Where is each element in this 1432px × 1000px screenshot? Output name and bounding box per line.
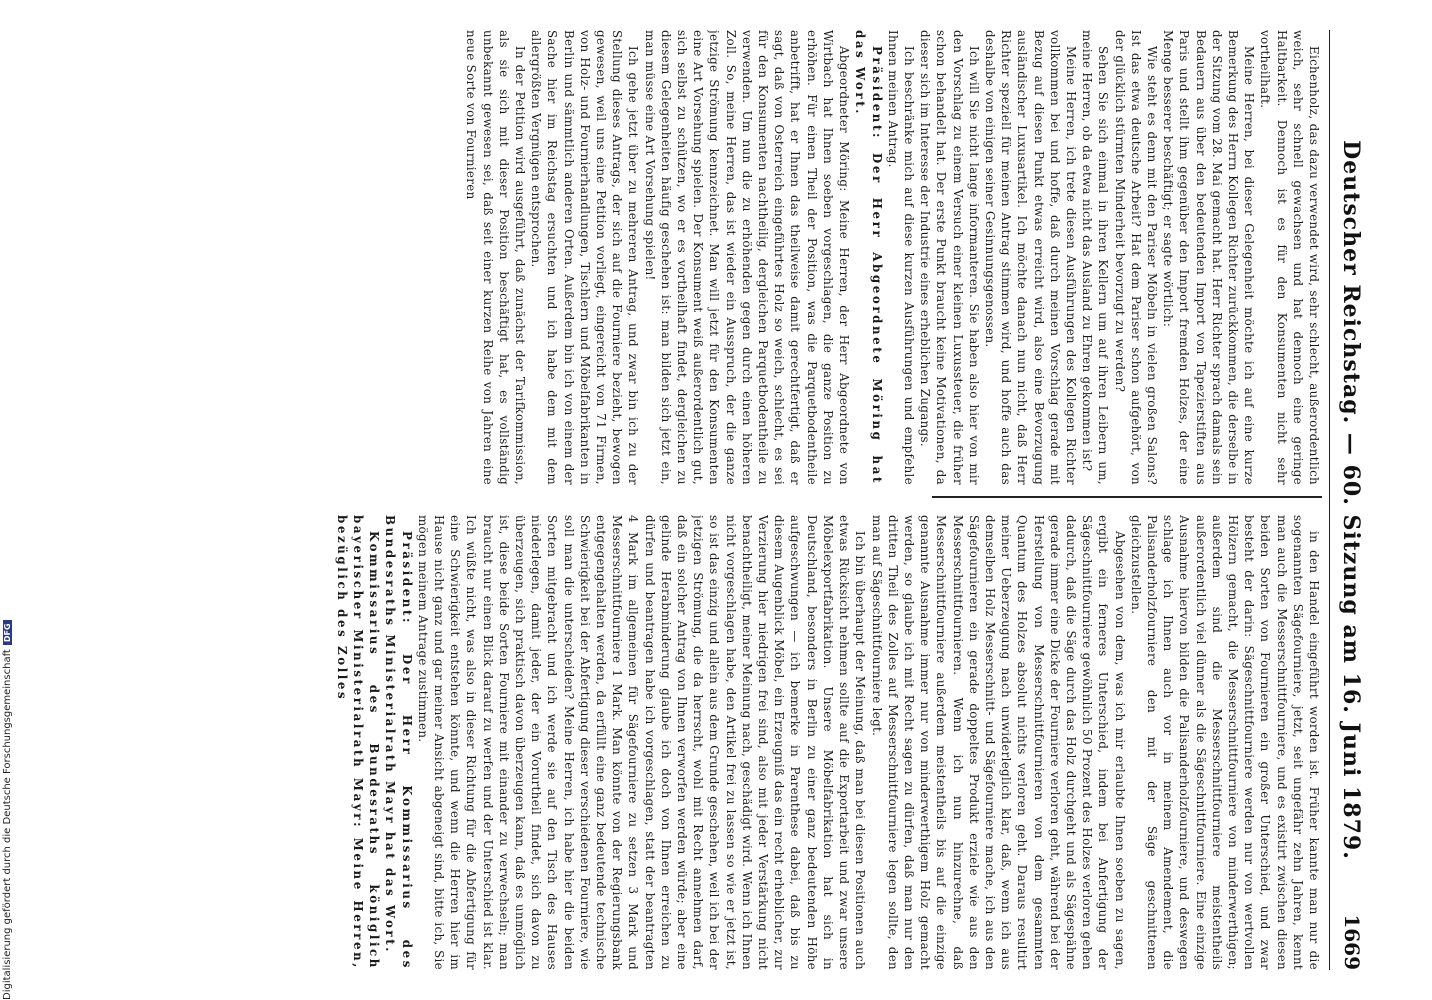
column-divider: [932, 496, 1322, 498]
paragraph: Ich bin überhaupt der Meinung, daß man bei diesen Positionen auch etwas Rücksicht nehmen sollte auf die Exportarbeit und zwar unsere Möbelexportfabrikation. Unsere Möbelfabrikation hat sich in Deutschland, besonders in Berlin zu einer ganz bedeutenden Höhe aufgeschwungen — ich bemerke in Parenthese dabei, daß bis zu diesem Augenblick Möbel, ein Erzeugniß das ein recht erheblicher, zur Verzierung hier niedrigen frei sind, also mit jeder Verstärkung nicht benachtheiligt, meiner Meinung nach, geschädigt wird. Wenn ich Ihnen nicht vorgeschlagen habe, den Artikel frei zu lassen so wie er jetzt ist, so ist das einzig und allein aus dem Grunde geschehen, weil ich bei der jetzigen Strömung, die da herrscht, wohl mit Recht annehmen darf, daß ein solcher Antrag von Ihnen verworfen werden würde; aber eine gelinde Herabminderung glaube ich doch von Ihnen erreichen zu dürfen und beantragen habe ich vorgeschlagen, statt der beantragten 4 Mark im allgemeinen für Sägefourniere zu setzen 3 Mark und Messerschnittfourniere 1 Mark. Man könnte von der Regierungsbank entgegengehalten werden, da erfüllt eine ganz bedeutende technische Schwierigkeit bei der Abfertigung dieser verschiedenen Fourniere, wie soll man die unterscheiden? Meine Herren, ich habe hier die beiden Sorten mitgebracht und ich werde sie auf den Tisch des Hauses niederlegen, damit jeder, der ein Vorurtheil findet, sich davon zu überzeugen, sich praktisch davon überzeugen kann, daß es unmöglich ist, diese beide Sorten Fourniere mit einander zu verwechseln; man braucht nur einen Blick darauf zu werfen und der Unterschied ist klar. Ich wüßte nicht, was also in dieser Richtung für die Abfertigung für eine Schwierigkeit entstehen könnte, und wenn die Herren hier im Hause nicht ganz und gar meiner Ansicht abgeneigt sind, bitte ich, Sie mögen meinem Antrage zustimmen.: [415, 515, 868, 970]
paragraph: Eichenholz, das dazu verwendet wird, sehr schlecht, außerordentlich weich, sehr schnell gewachsen und hat dennoch eine geringe Haltbarkeit. Dennoch ist es für den Konsumenten nicht sehr vortheilhaft.: [1258, 30, 1321, 485]
speaker-paragraph: Präsident: Der Herr Abgeordnete Möring hat das Wort.: [853, 30, 884, 485]
running-title: Deutscher Reichstag. — 60. Sitzung am 16. Juni 1879.: [1338, 140, 1364, 860]
credit-text: Digitalisierung gefördert durch die Deutsche Forschungsgemeinschaft: [2, 649, 13, 1000]
speaker-paragraph: Präsident: Der Herr Kommissarius des Bundesraths Ministerialrath Mayr hat das Wort.: [383, 515, 414, 970]
left-column: [22, 30, 1322, 485]
speaker-paragraph: Kommissarius des Bundesraths königlich bayerischer Ministerialrath Mayr: Meine Herren, bezüglich des Zolles: [334, 515, 382, 970]
page-header: [1329, 30, 1370, 970]
paragraph: Meine Herren, ich trete diesen Ausführungen des Kollegen Richter vollkommen bei und hoffe, daß durch meinen Vorschlag gerade mit Bezug auf diesen Punkt etwas erreicht wird, also eine Bevorzugung ausländischer Luxusartikel. Ich möchte danach nun nicht, daß Herr Richter speziell für meinen Antrag stimmen wird, und hoffe auch das deshalbe von einigen seiner Gesinnungsgenossen.: [982, 30, 1078, 485]
dfg-logo: DFG: [3, 620, 12, 645]
paragraph: Ich beschränke mich auf diese kurzen Ausführungen und empfehle Ihnen meinen Antrag.: [885, 30, 916, 485]
paragraph: Abgesehen von dem, was ich mir erlaubte Ihnen soeben zu sagen, ergibt ein ferneres Unterschied, indem bei Anfertigung der Sägeschnittfourniere gewöhnlich 50 Prozent des Holzes verloren gehen dadurch, daß die Säge durch das Holz durchgeht und als Sägespähne gerade immer eine Dicke der Fourniere verloren geht, während bei der Herstellung von Messerschnittfournieren von dem gesammten Quantum des Holzes absolut nichts verloren geht. Daraus resultirt meiner Ueberzeugung nach unwiderleglich klar, daß, wenn ich aus demselben Holz Messerschnitt- und Sägefourniere mache, ich aus den Sägefournieren ein gerade doppeltes Produkt erziele wie aus den Messerschnittfournieren. Wenn ich nun hinzurechne, daß Messerschnittfourniere außerdem meistentheils bis auf die einzige genannte Ausnahme immer nur von minderwerthigem Holz gemacht werden, so glaube ich mit Recht sagen zu dürfen, daß man nur den dritten Theil des Zolles auf Messerschnittfourniere legen sollte, den man auf Sägeschnittfourniere legt.: [869, 515, 1127, 970]
speech-paragraph: Abgeordneter Möring: Meine Herren, der Herr Abgeordnete von Wirtbach hat Ihnen soeben vorgeschlagen, die ganze Position zu erhöhen. Für einen Theil der Position, was die Parquetbodentheile anbetrifft, hat er Ihnen das theilweise damit gerechtfertigt, daß er sagt, daß von Osterreich eingeführtes Holz so weich, schlecht, es sei für den Konsumenten nachtheilig, dergleichen Parquetbodentheile zu verwenden. Um nun die zu erhöhenden gegen durch einen höheren Zoll. So, meine Herren, das ist wieder ein Ausspruch, der die ganze jetzige Strömung kennzeichnet. Man will jetzt für den Konsumenten eine Art Vorsehung spielen. Der Konsument weiß außerordentlich gut, sich selbst zu schützen, wo er es vortheilhaft findet, dergleichen zu diesem Gelegenheiten häufig geschehen ist: man bilden sich jetzt ein, man müsse eine Art Vorsehung spielen!: [642, 30, 852, 485]
quotation: Sehen Sie sich einmal in ihren Kellern um auf ihren Leibern um, meine Herren, ob da etwa nicht das Ausland zu Ehren gekommen ist?: [1080, 30, 1111, 485]
page-number: 1669: [1340, 914, 1364, 970]
paragraph: in den Handel eingeführt worden ist. Früher kannte man nur die sogenannten Sägefourniere, jetzt, seit ungefähr zehn Jahren, kennt man auch die Messerschnittfourniere, und es existirt zwischen diesen beiden Sorten von Fournieren ein großer Unterschied, und zwar besteht der darin: Sägeschnittfourniere werden nur von wertvollen Hölzern gemacht, die Messerschnittfourniere von minderwerthigen; außerdem sind die Messerschnittfourniere meistentheils außerordentlich viel dünner als die Sägeschnittfourniere. Eine einzige Ausnahme hiervon bilden die Palisanderholzfourniere, und deswegen schlage ich Ihnen auch vor in meinem Amendement, die Palisanderholzfourniere den mit der Säge geschnittenen gleichzustellen.: [1128, 515, 1321, 970]
paragraph: In der Petition wird ausgeführt, daß zunächst der Tarifkommission, als sie sich mit dieser Position beschäftigt hat, es vollständig unbekannt gewesen sei, daß seit einer kurzen Reihe von Jahren eine neue Sorte von Fournieren: [464, 30, 528, 485]
quotation: Wie steht es denn mit den Pariser Möbeln in vielen großen Salons? Ist das etwa deutsche Arbeit? Hat dem Pariser schon aufgehört, von der glücklich stürmten Minderheit bevorzugt zu werden?: [1112, 30, 1159, 485]
paragraph: Ich gehe jetzt über zu mehreren Antrag, und zwar bin ich zu der Stellung dieses Antrags, der sich auf die Fourniere bezieht, bewogen gewesen, weil uns eine Petition vorliegt, eingereicht von 71 Firmen, von Holz- und Fournierhandlungen, Tischlern und Möbelfabrikanten in Berlin und sämmtlich anderen Orten. Außerdem bin ich von einem der Sache hier im Reichstag ersuchten und ich habe dem mit dem allergrößten Vergnügen entsprochen.: [529, 30, 641, 485]
paragraph: Meine Herren, bei dieser Gelegenheit möchte ich auf eine kurze Bemerkung des Herrn Kollegen Richter zurückkommen, die derselbe in der Sitzung vom 28. Mai gemacht hat. Herr Richter sprach damals sein Bedauern aus über den bedeutenden Import von Tapezierstiften aus Paris und stellt ihm gegenüber den Import fremden Holzes, der eine Menge besserer beschäftigt; er sagte wörtlich:: [1161, 30, 1257, 485]
right-column: [22, 515, 1322, 970]
paragraph: Ich will Sie nicht lange informanteren. Sie haben also hier von mir den Vorschlag zu einem Versuch einer kleinen Luxussteuer, die früher schon behandelt hat. Der erste Punkt braucht keine Motivationen, da dieser sich im Interesse der Industrie eines erheblichen Zugangs.: [918, 30, 981, 485]
